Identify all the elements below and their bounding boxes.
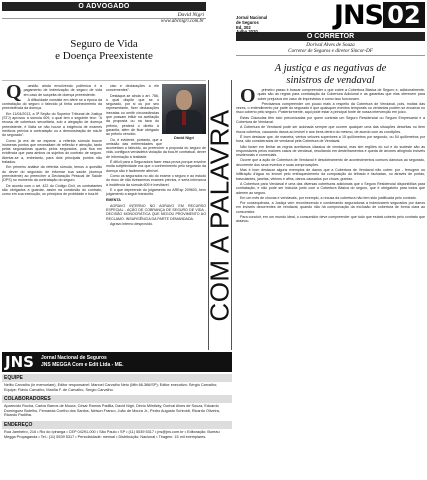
article-paragraph: Agravo interno desprovido. bbox=[110, 221, 153, 226]
article-paragraph: Ocorre que a ação de Cobertura de Vendaval é desdobramento de acontecimentos comuns danosos ao segurado, decorrente dos seus eventos e suas comprovações. bbox=[236, 158, 425, 167]
article-paragraph: Ou, é evidente, portanto, que a omissão das enfermidades que acometiam o falecido, ao preencher a proposta do seguro de vida, configura verdadeira violação da boa-fé contratual, dever de informação à lealdade. bbox=[106, 137, 206, 159]
corretor-headline-line-2: sinistros de vendaval bbox=[286, 74, 375, 86]
colaboradores-text: Aparecido Rocha, Carlos Barros de Moura, César Ramos Padilla, David Nigri, Décio Milnitzky, Dorival Alves de Souza, Eduardo Dominguez Botelho, Fernanda Coelho dos Santos, Nelson Franco, João de Moura Jr., Pedro Augusto Schmidt, Ricardo Oliveira, Ricardo Padilha. bbox=[4, 404, 220, 418]
issue-info-line: de Seguros bbox=[236, 19, 259, 25]
ementa-title: EMENTA bbox=[106, 198, 121, 203]
article-paragraph: A dificuldade consiste em aferir se a época da contratação do seguro o falecido já tinha conhecimento da preexistência da doença. bbox=[2, 97, 102, 111]
com-a-palavra-banner bbox=[204, 80, 235, 350]
article-paragraph: A Cobertura de Vendaval pode ser acionada sempre que ocorrer qualquer uma das situações descritas no item riscos cobertos, causando danos ao imóvel e aos bens dentro do mesmo, de acordo com as condições. bbox=[236, 125, 425, 134]
footer-publisher-name bbox=[37, 352, 232, 372]
dropcap: Q bbox=[6, 84, 22, 103]
advogado-article-col-1 bbox=[2, 84, 102, 346]
advogado-article-body bbox=[2, 84, 206, 346]
expediente-block bbox=[2, 352, 232, 478]
equipe-text: Nelito Carvalho (in memoriam), Editor responsável: Manoel Carvalho Neto (Mtb 66.366/SP); Editor executivo: Sérgio Carvalho; Equipe: Flávio Carvalho, Marília F. de Carvalho, Sergio Carvalho. bbox=[4, 383, 218, 392]
article-paragraph: A Cobertura para Vendaval é uma das diversas coberturas adicionais que o Seguro Residencial disponibiliza para contratação, e não pode ser incluída junto com a Cobertura Básica do seguro, que é obrigatório para todos que aderem ao seguro. bbox=[236, 181, 425, 195]
author-photo bbox=[162, 84, 206, 134]
article-paragraph: Em primeiro análise da referida súmula, temos a questão do dever do segurado de informar sua saúde (doença preexistente) ao preencher a Declaração Pessoal de Saúde (DPS) no momento da contratação do seguro. bbox=[2, 165, 102, 183]
corretor-section-header: O CORRETOR bbox=[236, 32, 425, 41]
corretor-article-body bbox=[236, 88, 425, 476]
equipe-title: EQUIPE bbox=[2, 374, 232, 382]
article-paragraph: Por consequência, a Justiça vem reconhecendo e condenando seguradoras a indenizarem segurados por danos em imóveis decorrentes de vendaval, quando não há comprovação da exclusão de cobertura de forma clara ao consumidor. bbox=[236, 201, 425, 214]
article-paragraph: uestão ainda envolvendo polêmica é a pagamento de indenização de seguro de vida em caso de suspeita de doença preexistente. bbox=[23, 84, 102, 97]
advogado-author: David Nigri bbox=[2, 11, 206, 19]
advogado-website[interactable]: www.abcnigri.com.br bbox=[160, 19, 204, 24]
colaboradores-title: COLABORADORES bbox=[2, 395, 232, 403]
publisher-line: JNS MEGGA Com e Edit Ltda - ME. bbox=[40, 361, 124, 368]
issue-info-line: Ed. 302 bbox=[236, 24, 251, 30]
article-paragraph: primeiro passo é buscar compreender o que cobre a Cobertura Básica de Seguro e, adicionalmente, quais são as regras para contratação da Cobertura Adicional e as garantias que elas oferecem para cobrir prejuízos em caso de imprevistos e como isso funcionam. bbox=[257, 88, 425, 101]
article-paragraph: É difícil para a Seguradora fazer essa prova porque envolve muita subjetividade voz que o conhecimento pelo segurado da doença não é facilmente aferível. bbox=[106, 160, 206, 173]
dropcap: O bbox=[240, 88, 256, 107]
article-paragraph: Destaque-se ainda o art. 766, o qual dispõe que se o segurado, por si ou por seu representante, fizer declarações inexatas ou omitir circunstâncias que possam influir na aceitação da proposta ou na taxa do prêmio, perderá o direito à garantia, além de ficar obrigado ao prêmio vencido. bbox=[106, 93, 159, 137]
photo-tie bbox=[182, 111, 186, 125]
article-paragraph: Mas é bom destacar alguns exemplos de danos que a Cobertura de Vendaval não cobre: por - ferrugem ou infiltração d'água no imóvel pelo enfraquecimento da composição do telhado e fachadas, ou através de portas, basculantes, janelas, vitrines e afins, danos causados por chuva, granizo. bbox=[236, 168, 425, 181]
issue-info bbox=[236, 16, 267, 35]
issue-info-line: Julho 2020 bbox=[236, 29, 258, 35]
page-number: 02 bbox=[383, 2, 425, 28]
issue-info-line: Jornal Nacional bbox=[236, 15, 268, 20]
endereco-title: ENDEREÇO bbox=[2, 421, 232, 429]
author-role: Corretor de Seguros e diretor Sincor-DF bbox=[288, 48, 373, 54]
corretor-column bbox=[236, 2, 425, 478]
article-paragraph: Em um mês de chuvas e vendavais, por exemplo, a recusa da cobertura não tem sido justificada pelo contrato. bbox=[240, 195, 417, 200]
article-paragraph: Como já era de se esperar, a referida súmula trouxe inúmeras pontos que necessitam de reflexão e atenção, tanto pelas seguradoras quanto pelos segurados, pois fica em evidência que para ambos os sujeitos do contrato de seguro. Atentar-se a, entretanto, para dois principais pontos não tratados. bbox=[2, 138, 102, 165]
corretor-headline bbox=[236, 63, 425, 86]
publisher-line: Jornal Nacional de Seguros bbox=[40, 355, 107, 361]
advogado-headline-line-1: Seguro de Vida bbox=[70, 38, 138, 50]
photo-caption: David Nigri bbox=[173, 136, 195, 140]
article-paragraph: É bom destacar que, de maneira, ventos velozes superiores a 15 quilômetros por segundo, ou 54 quilômetros por hora, são considerados de vendaval pela Cobertura de Vendaval. bbox=[236, 134, 425, 144]
advogado-section-header: O ADVOGADO bbox=[2, 2, 206, 11]
corretor-author bbox=[236, 42, 425, 56]
divider bbox=[2, 80, 206, 81]
article-paragraph: De acordo com o art. 422 do Código Civil, os contratantes são obrigados a guardar, assim na conclusão do contrato, como em sua execução, os princípios de probidade e boa-fé. bbox=[2, 183, 102, 197]
photo-face bbox=[176, 90, 192, 110]
advogado-headline bbox=[2, 38, 206, 62]
footer-masthead bbox=[2, 352, 232, 372]
masthead bbox=[236, 0, 425, 35]
banner-text: COM A PALAVRA bbox=[204, 108, 235, 322]
article-paragraph: AGRAVO INTERNO NO AGRAVO EM RECURSO ESPECIAL - AÇÃO DE COBRANÇA DE SEGURO DE VIDA - DECISÃO MONOCRÁTICA QUE NEGOU PROVIMENTO AO RECLAMO. INSURGÊNCIA DA PARTE DEMANDADA. bbox=[106, 203, 206, 221]
article-paragraph: Não foram em limitar as regras aceitamos clássica de vendaval, mas sim regiões do sul e do sudeste são as responsáveis pelos maiores casos de vendaval, resultando em destelhamentos e queda de árvores atingindo imóveis residenciais e comerciais. bbox=[236, 144, 425, 158]
jns-logo: JNS bbox=[333, 0, 383, 31]
footer-jns-logo: JNS bbox=[2, 352, 37, 372]
advogado-column bbox=[2, 2, 206, 350]
article-paragraph: Em 11/04/2013, a 3ª Seção do Superior Tribunal de Justiça (STJ) aprovou a súmula 609, o qual tem o seguinte teor: "A recusa de cobertura securitária, sob a alegação de doença preexistente, é ilícita se não houve a exigência de exames médicos prévios à contratação ou a demonstração de má-fé do segurado". bbox=[2, 111, 102, 138]
article-paragraph: Como os segurados no ato do exame o seguro e ao estudo do risco de não tivéssemos exames prévios, e seria intrínseca à incidência da súmula 609 é inevitável. bbox=[106, 173, 206, 187]
article-paragraph: Estas Cláusulas têm sido preconizadas por quem contrata um Seguro Residencial ou Seguro Empresarial e a Cobertura de Vendaval. bbox=[236, 115, 425, 125]
article-paragraph: ciso e declarações a ele concernentes". bbox=[106, 84, 159, 93]
article-paragraph: Para concluir, em um mundo ideal, o consumidor deve compreender que tudo que estará coberto pelo contrato que assinou. bbox=[236, 215, 425, 224]
corretor-headline-line-1: A justiça e as negativas de bbox=[274, 63, 387, 74]
author-name: Dorival Alves de Souza bbox=[306, 42, 355, 48]
article-paragraph: Precisamos compreender um pouco mais a respeito da Cobertura de Vendaval, pois, muitas das vezes, o entendimento por parte do segurado é que quaisquer eventos temporais ou ventanias podem se encaixar no risco coberto pelo seguro. Posteriormente, aqui pode estar a principal fonte de nossa intervenção em juízo. bbox=[236, 101, 425, 115]
advogado-article-col-2 bbox=[106, 84, 206, 346]
endereco-text: Rua Jambeiro, 216 • Rio do Ipiranga • CEP 04291-000 • São Paulo • SP • (11) 5539 5317 • jns@jns.com.br • Editoração: Bureau Megga Propaganda • Tel.: (11) 5539 5317 • Periodicidade: mensal • Distribuição: Nacional • Tiragem: 15 mil exemplares. bbox=[4, 429, 220, 439]
advogado-headline-line-2: e Doença Preexistente bbox=[55, 50, 153, 62]
article-paragraph: E o que depreende do julgamento no AREsp 209603, bem julgamento a seguir transcrito. bbox=[106, 187, 206, 197]
